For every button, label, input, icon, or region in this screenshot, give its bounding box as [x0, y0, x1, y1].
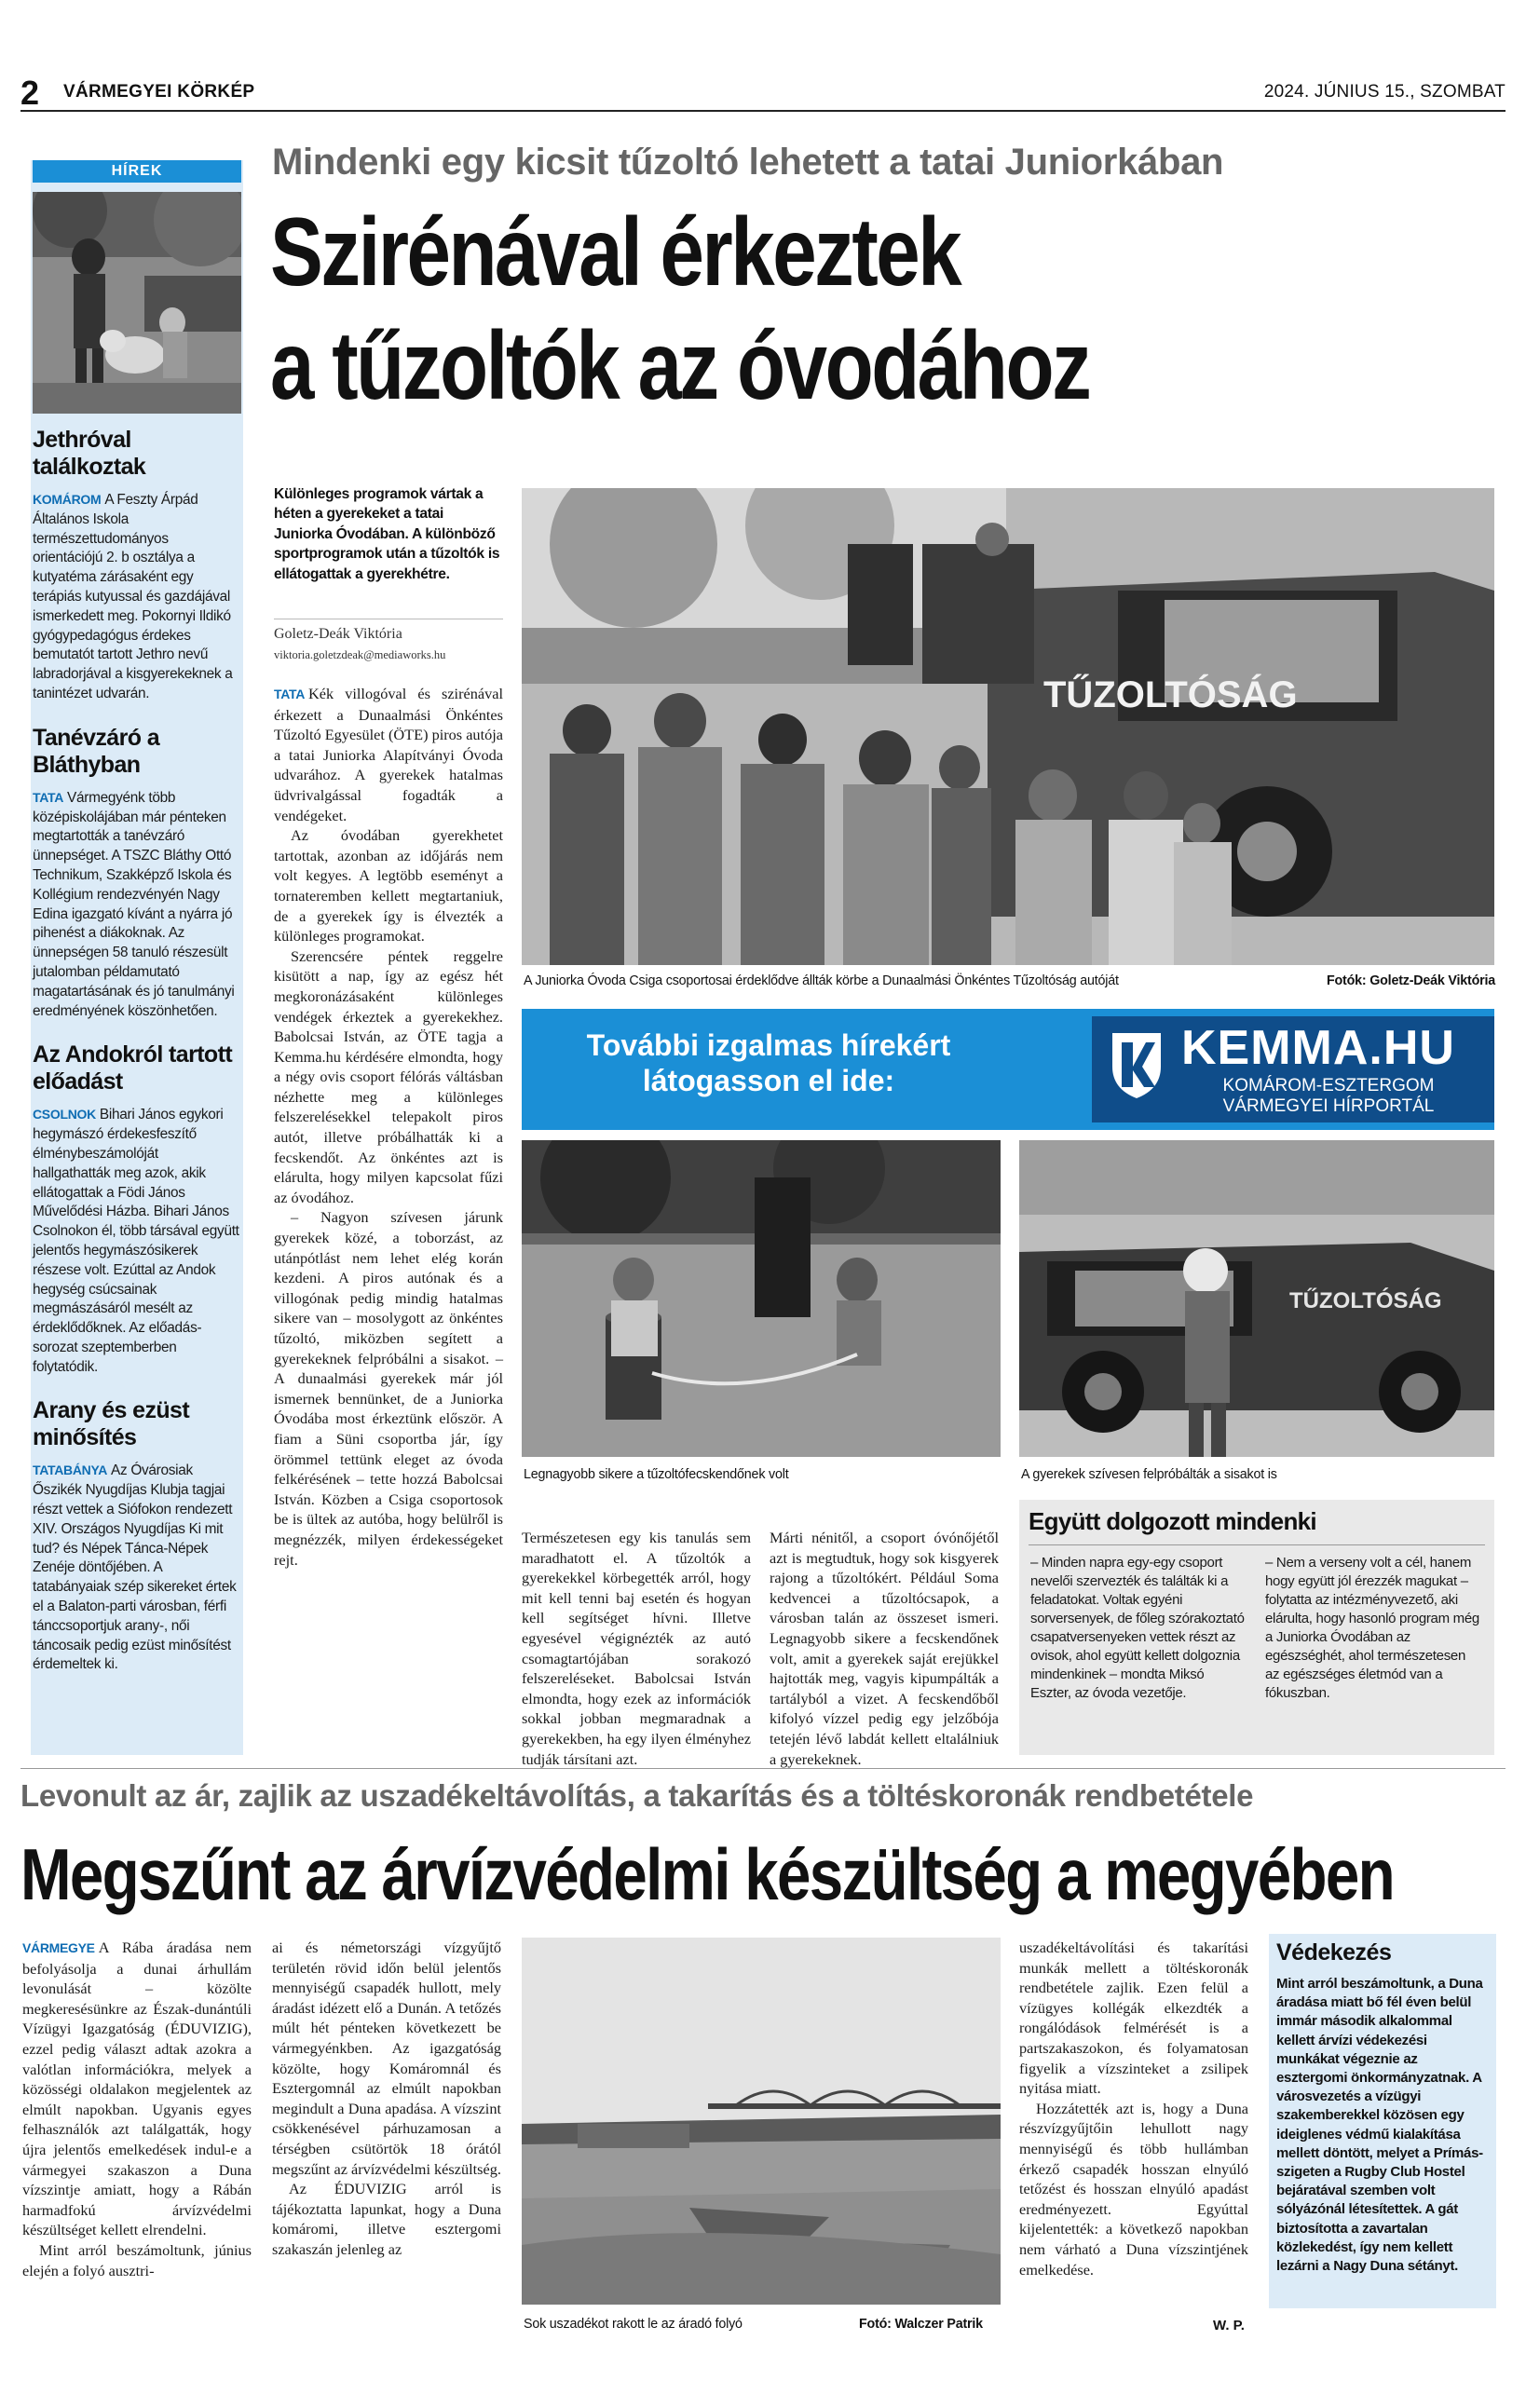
main-photo-caption: A Juniorka Óvoda Csiga csoportosai érdeklődve állták körbe a Dunaalmási Önkéntes Tűzoltóság autóját [524, 973, 1119, 988]
sidebar-item-location: KOMÁROM [33, 492, 102, 507]
banner-site[interactable]: KEMMA.HU [1181, 1021, 1455, 1075]
banner-brand-panel [1092, 1016, 1494, 1122]
paragraph: uszadékeltávolítási és takarítási munkák mellett a töltéskoronák rendbetétele zajlik. Ezen felül a vízügyes kollégák elkezdték a rongálódások felmérését is a partszakaszokon, és folyamatosan figyelik a vízszinteket a zsilipek nyitása miatt. [1019, 1939, 1248, 2098]
sidebar-items [33, 417, 239, 1675]
article1-photo-helmet [1019, 1140, 1494, 1457]
info-box-col-2: – Nem a verseny volt a cél, hanem hogy együtt jól érezzék magukat – folytatta az intézményvezető, aki elárulta, hogy hasonló program még a Juniorka Óvodában az egészséghét, ahol természetesen az egészséges életmód van a fókuszban. [1265, 1555, 1479, 1701]
photo-helmet-caption: A gyerekek szívesen felpróbálták a sisakot is [1021, 1467, 1277, 1482]
sidebar-item-title: Arany és ezüst minősítés [33, 1397, 190, 1451]
banner-sub-2: VÁRMEGYEI HÍRPORTÁL [1222, 1096, 1435, 1116]
article2-body-col3 [1019, 1938, 1248, 2279]
sidebar-item [33, 1397, 239, 1675]
article2-kicker: Levonult az ár, zajlik az uszadékeltávolítás, a takarítás és a töltéskoronák rendbetétele [20, 1778, 1254, 1813]
section-name: VÁRMEGYEI KÖRKÉP [63, 82, 255, 102]
article1-headline [270, 196, 1287, 423]
sidebar-item-title: Jethróval találkoztak [33, 427, 146, 480]
issue-date: 2024. JÚNIUS 15., SZOMBAT [1263, 82, 1506, 102]
paragraph: – Nagyon szívesen járunk gyerekek közé, a toborzást, az utánpótlást nem lehet elég korán kezdeni. A piros autónak és a villogónak pedig mindig hatalmas sikere van – mosolygott az önkéntes tűzoltó, miközben segített a gyerekeknek felpróbálni a sisakot. – A dunaalmási gyerekek már jól ismernek bennünket, de a Juniorka Óvodába most érkeztünk először. A fiam a Süni csoportba jár, így örömmel tettünk eleget az óvoda felkérésének – tette hozzá Babolcsai István. Közben a Csiga csoportosok be is ültek az autóba, hogy belülről is megnézzék, milyen érdekességeket rejt. [274, 1208, 503, 1569]
sidebar-badge: HÍREK [33, 160, 241, 183]
photo-hose-caption: Legnagyobb sikere a tűzoltófecskendőnek volt [524, 1467, 789, 1482]
info-box-title: Együtt dolgozott mindenki [1029, 1507, 1316, 1535]
banner-sub-1: KOMÁROM-ESZTERGOM [1222, 1076, 1435, 1095]
article2-signature: W. P. [1213, 2318, 1245, 2333]
paragraph [274, 684, 503, 825]
article2-location: VÁRMEGYE [22, 1940, 95, 1955]
kemma-logo-icon [1109, 1029, 1165, 1100]
defense-box [1269, 1934, 1496, 2308]
sidebar-item-text: A Feszty Árpád Általános Iskola természettudományos orientációjú 2. b osztálya a kutyatéma zárásaként egy terápiás kutyussal és gazdájával ismerkedett meg. Pokornyi Ildikó gyógypedagógus érdekes bemutatót tartott Jethro nevű labradorjával a kisgyerekeknek a tanintézet udvarán. [33, 492, 233, 701]
article-separator [20, 1768, 1506, 1769]
article1-body-col1 [274, 684, 503, 1570]
banner-line-1: További izgalmas hírekért [586, 1028, 951, 1062]
sidebar-item-text: Bihari János egykori hegymászó érdekesfeszítő élménybeszámolóját hallgathatták meg azok, akik ellátogattak a Födi János Művelődési Házba. Bihari János Csolnokon él, több társával együtt jelentős hegymászósikerek részese volt. Ezúttal az Andok hegység csúcsainak megmászásáról mesélt az érdeklődőknek. Az előadás-sorozat szeptemberben folytatódik. [33, 1107, 239, 1375]
paragraph-text: A Rába áradása nem befolyásolja a dunai árhullám levonulását – közölte megkeresésünkre az Észak-dunántúli Vízügyi Igazgatóság (ÉDUVIZIG), ezzel pedig választ adtak azokra a valótlan információkra, melyek a közösségi oldalakon megjelentek az elmúlt napokban. Ugyanis egyes felhasználók azt találgatták, hogy újra jelentős emelkedések indul-e a vármegyei szakaszon a Duna vízszintje amiatt, hogy a Rábán harmadfokú árvízvédelmi készültséget kellett elrendelni. [22, 1939, 252, 2239]
sidebar-item-title: Az Andokról tartott előadást [33, 1041, 233, 1095]
article2-headline: Megszűnt az árvízvédelmi készültség a megyében [20, 1833, 1394, 1915]
paragraph: Mint arról beszámoltunk, június elején a folyó ausztri- [22, 2240, 252, 2279]
paragraph-text: Kék villogóval és szirénával érkezett a Dunaalmási Önkéntes Tűzoltó Egyesület (ÖTE) piros autója a tatai Juniorka Alapítványi Óvoda udvarához. A gyerekek hatalmas üdvrivalgással fogadták a vendégeket. [274, 685, 503, 824]
sidebar-item-location: TATABÁNYA [33, 1462, 108, 1478]
river-photo-caption: Sok uszadékot rakott le az áradó folyó [524, 2317, 743, 2332]
paragraph [22, 1938, 252, 2240]
sidebar-item-title: Tanévzáró a Bláthyban [33, 724, 160, 778]
sidebar-item [33, 427, 239, 704]
sidebar-item-text: Az Óvárosiak Őszikék Nyugdíjas Klubja tagjai részt vettek a Siófokon rendezett XIV. Országos Nyugdíjas Ki mit tud? és Népek Tánca-Népek Zenéje döntőjében. A tatabányaiak szép sikereket értek el a Balaton-parti városban, férfi tánccsoportjuk arany-, női táncosaik pedig ezüst minősítést érdemeltek ki. [33, 1462, 237, 1673]
news-sidebar [31, 160, 243, 1755]
kemma-banner[interactable] [522, 1009, 1494, 1130]
truck-label: TŰZOLTÓSÁG [1043, 674, 1298, 715]
article1-main-photo [522, 488, 1494, 965]
article2-body-col2 [272, 1938, 501, 2260]
article1-body-col3 [770, 1528, 999, 1769]
main-photo-credit: Fotók: Goletz-Deák Viktória [1326, 973, 1495, 988]
article1-kicker: Mindenki egy kicsit tűzoltó lehetett a tatai Juniorkában [272, 142, 1224, 183]
truck-label-2: TŰZOLTÓSÁG [1289, 1288, 1442, 1313]
article1-location: TATA [274, 687, 306, 701]
info-box-together [1019, 1500, 1494, 1755]
headline-line-2: a tűzoltók az óvodához [270, 312, 1090, 420]
sidebar-photo-dog [33, 192, 241, 414]
sidebar-item [33, 725, 239, 1022]
article1-lead: Különleges programok vártak a héten a gyerekeket a tatai Juniorka Óvodában. A különböző sportprogramok után a tűzoltók is ellátogattak a gyerekhétre. [274, 486, 500, 582]
paragraph: Az óvodában gyerekhetet tartottak, azonban az időjárás nem volt kegyes. A legtöbb eseményt a tornateremben kellett megtartaniuk, de a gyerekek így is élvezték a különleges programokat. [274, 826, 503, 946]
article1-author: Goletz-Deák Viktória [274, 626, 402, 642]
paragraph: Márti nénitől, a csoport óvónőjétől azt is megtudtuk, hogy sok kisgyerek rajong a tűzoltókért. Például Soma kedvencei a tűzoltócsapok, a városban talán az összeset ismeri. Legnagyobb sikere a fecskendőnek volt, amit a gyerekek saját erejükkel hajtották meg, vagyis kipumpálták a tartályból a vizet. A fecskendőből kifolyó vízzel pedig egy jelzőbója tetején lévő labdát kellett eltalálniuk a gyerekeknek. [770, 1529, 999, 1768]
article1-email[interactable]: viktoria.goletzdeak@mediaworks.hu [274, 648, 446, 661]
page-number: 2 [20, 74, 40, 112]
paragraph: Hozzátették azt is, hogy a Duna részvízgyűjtőin lehullott nagy mennyiségű és több hullámban érkező csapadék hosszan elnyúló tetőzést és hosszan elnyúló apadást eredményezett. Egyúttal kijelentették: a következő napokban nem várható a Duna vízszintjének emelkedése. [1019, 2099, 1248, 2279]
sidebar-item-location: CSOLNOK [33, 1107, 96, 1122]
defense-box-title: Védekezés [1276, 1939, 1392, 1966]
sidebar-item-text: Vármegyénk több középiskolájában már pénteken megtartották a tanévzáró ünnepséget. A TSZC Bláthy Ottó Technikum, Szakképző Iskola és Kollégium rendezvényén Nagy Edina igazgató kívánt a nyárra jó pihenést a diákoknak. Az ünnepségen 58 tanuló részesült jutalomban példamutató magatartásának és jó tanulmányi eredményének köszönhetően. [33, 789, 235, 1019]
info-box-col-1: – Minden napra egy-egy csoport nevelői szervezték és találták ki a feladatokat. Voltak egyéni sorversenyek, de főleg szórakoztató csapatversenyeken vettek részt az ovisok, ahol együtt kellett dolgoznia mindenkinek – mondta Miksó Eszter, az óvoda vezetője. [1030, 1555, 1245, 1701]
banner-line-2: látogasson el ide: [642, 1064, 895, 1097]
article1-photo-hose [522, 1140, 1001, 1457]
article2-body-col1 [22, 1938, 252, 2280]
sidebar-item [33, 1041, 239, 1377]
article2-river-photo [522, 1938, 1001, 2305]
paragraph: Természetesen egy kis tanulás sem maradhatott el. A tűzoltók a gyerekekkel körbegették arról, hogy mit kell tenni baj esetén és hogyan kell segítséget hívni. Illetve egyesével végignézték az autó csomagtartójában sorakozó felszereléseket. Babolcsai István elmondta, hogy ezek az információk sokkal jobban megmaradnak a gyerekekben, ha egy ilyen élményhez tudják társítani azt. [522, 1529, 751, 1768]
banner-text [522, 1027, 1015, 1098]
headline-line-1: Szirénával érkeztek [270, 198, 961, 306]
river-photo-credit: Fotó: Walczer Patrik [859, 2317, 983, 2332]
page-header [20, 74, 1506, 112]
info-box-divider [1029, 1544, 1485, 1545]
paragraph: ai és németországi vízgyűjtő területén rövid időn belül jelentős mennyiségű csapadék hullott, mely áradást idézett elő a Dunán. A tetőzés múlt hét pénteken következett be vármegyénkben. Az igazgatóság közölte, hogy Komáromnál és Esztergomnál az elmúlt napokban megindult a Duna apadása. A vízszint csökkenésével párhuzamosan a térségben csütörtök 18 órától megszűnt az árvízvédelmi készültség. [272, 1939, 501, 2178]
sidebar-item-location: TATA [33, 789, 64, 805]
paragraph: Az ÉDUVIZIG arról is tájékoztatta lapunkat, hogy a Duna komáromi, illetve esztergomi szakaszán jelenleg az [272, 2180, 501, 2258]
article1-body-col2 [522, 1528, 751, 1769]
defense-box-text: Mint arról beszámoltunk, a Duna áradása miatt bő fél éven belül immár második alkalommal kellett árvízi védekezési munkákat végeznie az esztergomi önkormányzatnak. A városvezetés a vízügyi szakemberekkel közösen egy ideiglenes védmű kialakítása mellett döntött, melyet a Prímás-szigeten a Rugby Club Hostel bejáratával szemben volt sólyázónál létesítettek. A gát biztosította a zavartalan közlekedést, így nem kellett lezárni a Nagy Duna sétányt. [1276, 1976, 1483, 2275]
paragraph: Szerencsére péntek reggelre kisütött a nap, így az egész hét megkoronázásaként különleges vendégek érkeztek a gyerekekhez. Babolcsai István, az ÖTE tagja a Kemma.hu kérdésére elmondta, hogy a négy ovis csoport félórás váltásban nézhette meg a különleges felszerelésekkel telepakolt piros autót, illetve próbálhatták ki a fecskendőt. Az önkéntes azt is elárulta, hogy milyen kapcsolat fűzi az óvodához. [274, 946, 503, 1206]
